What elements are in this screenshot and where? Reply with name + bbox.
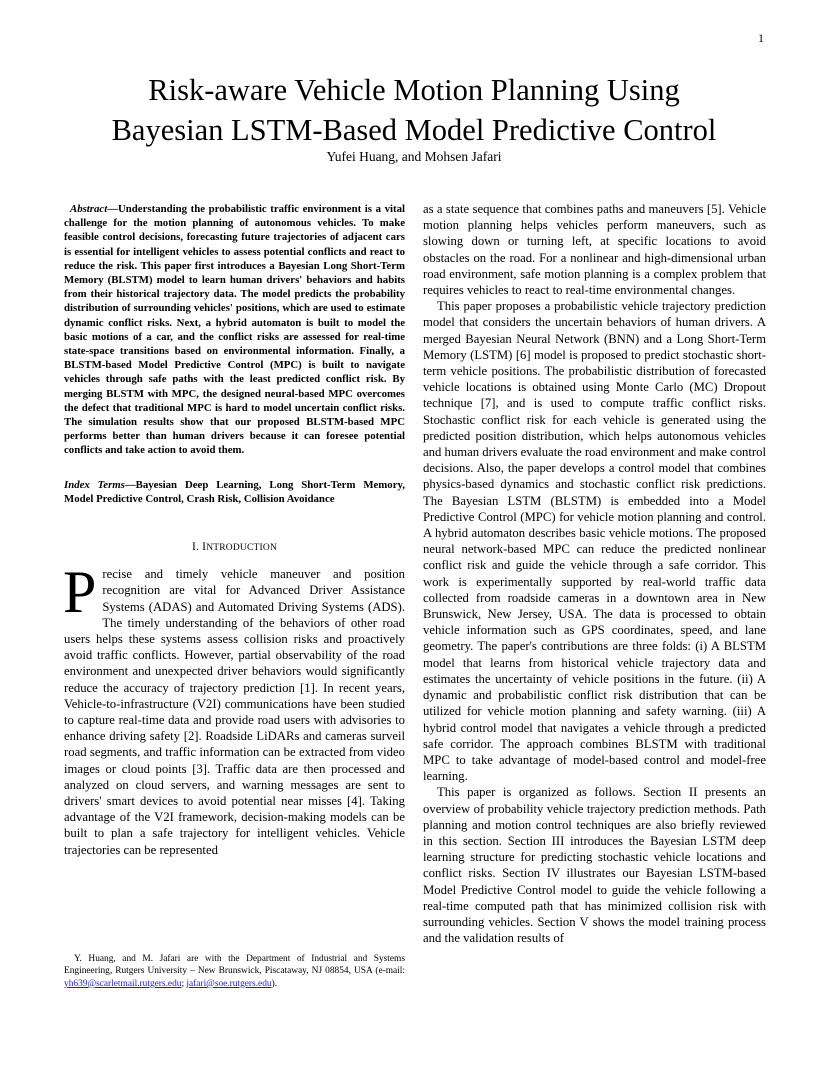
section-number: I. I	[191, 541, 207, 554]
index-terms-dash: —	[124, 478, 136, 491]
email-link-huang[interactable]: yh639@scarletmail.rutgers.edu	[64, 978, 182, 989]
intro-text: recise and timely vehicle maneuver and position recognition are vital for Advanced Driver Assistance Systems (ADAS) and Automated Driving Systems (ADS). The timely understanding of the behaviors of other road users helps these systems assess collision risks and proactively avoid traffic conflicts. However, partial observability of the road environment and unexpected driver behaviors would significantly reduce the accuracy of trajectory prediction [1]. In recent years, Vehicle-to-infrastructure (V2I) communications have been studied to capture real-time data and provide road users with advisories to enhance driving safety [2]. Roadside LiDARs and cameras surveil road segments, and traffic information can be extracted from video images or cloud points [3]. Traffic data are then processed and analyzed on cloud servers, and warning messages are sent to drivers' smart devices to avoid potential near misses [4]. Taking advantage of the V2I framework, decision-making models can be built to plan a safe trajectory for intelligent vehicles. Vehicle trajectories can be represented	[64, 567, 405, 857]
index-terms-text: Bayesian Deep Learning, Long Short-Term Memory, Model Predictive Control, Crash Risk, Collision Avoidance	[64, 478, 405, 505]
index-terms-label: Index Terms	[64, 478, 125, 491]
right-paragraph-2: This paper proposes a probabilistic vehicle trajectory prediction model that considers the uncertain behaviors of human drivers. A merged Bayesian Neural Network (BNN) and a Long Short-Term Memory (LSTM) [6] model is proposed to predict stochastic short-term vehicle positions. The probabilistic distribution of forecasted vehicle locations is obtained using Monte Carlo (MC) Dropout technique [7], and is used to compute traffic conflict risks. Stochastic conflict risk for each vehicle is generated using the predicted position distribution, which helps autonomous vehicles and human drivers evaluate the road environment and make control decisions. Also, the paper develops a control model that combines physics-based dynamics and stochastic conflict risk predictions. The Bayesian LSTM (BLSTM) is embedded into a Model Predictive Control (MPC) for vehicle motion planning and control. A hybrid automaton describes basic vehicle motions. The proposed neural network-based MPC can reduce the predicted nonlinear conflict risk and guide the vehicle through a safe corridor. This work is experimentally supported by real-world traffic data collected from roadside cameras in a downtown area in New Brunswick, New Jersey, USA. The data is processed to obtain vehicle information such as GPS coordinates, speed, and lane geometry. The paper's contributions are three folds: (i) A BLSTM model that learns from historical vehicle trajectory data and estimates the uncertainty of vehicle positions in the future. (ii) A dynamic and probabilistic conflict risk distribution that can be utilized for vehicle motion planning and safety warning. (iii) A hybrid control model that navigates a vehicle through a predicted safe corridor. The approach combines BLSTM with traditional MPC to take advantage of model-based control and model-free learning.	[423, 299, 766, 784]
paper-title	[40, 70, 788, 150]
footnote-text: Y. Huang, and M. Jafari are with the Department of Industrial and Systems Engineering, Rutgers University – New Brunswick, Piscataway, NJ 08854, USA (e-mail:	[64, 954, 405, 977]
title-line-2: Bayesian LSTM-Based Model Predictive Control	[111, 113, 717, 147]
drop-cap: P	[63, 559, 97, 626]
footnote-separator: ;	[181, 978, 187, 989]
index-terms	[64, 478, 405, 506]
authors: Yufei Huang, and Mohsen Jafari	[326, 149, 502, 164]
section-name: NTRODUCTION	[206, 543, 278, 554]
abstract-label: Abstract	[70, 203, 108, 215]
footnote-end: ).	[271, 978, 278, 989]
email-link-jafari[interactable]: jafari@soe.rutgers.edu	[186, 978, 272, 989]
left-column	[64, 202, 405, 858]
abstract-dash: —	[107, 203, 118, 215]
intro-paragraph	[63, 559, 405, 858]
abstract-text: Understanding the probabilistic traffic environment is a vital challenge for the motion planning of autonomous vehicles. To make feasible control decisions, forecasting future trajectories of adjacent cars is essential for intelligent vehicles to assess potential conflicts and react to reduce the risk. This paper first introduces a Bayesian Long Short-Term Memory (BLSTM) model to learn human drivers' behaviors and habits from their historical trajectory data. The model predicts the probability distribution of surrounding vehicles' positions, which are used to estimate dynamic conflict risks. Next, a hybrid automaton is built to model the basic motions of a car, and the conflict risks are assessed for real-time state-space transitions based on environmental information. Finally, a BLSTM-based Model Predictive Control (MPC) is built to navigate vehicles through safe paths with the least predicted conflict risk. By merging BLSTM with MPC, the designed neural-based MPC overcomes the defect that traditional MPC is hard to model uncertain conflict risks. The simulation results show that our proposed BLSTM-based MPC performs better than human drivers because it can foresee potential conflicts and take action to avoid them.	[64, 203, 405, 457]
title-line-1: Risk-aware Vehicle Motion Planning Using	[148, 73, 680, 107]
right-paragraph-3: This paper is organized as follows. Section II presents an overview of probability vehicle trajectory prediction methods. Path planning and motion control techniques are also briefly reviewed in this section. Section III introduces the Bayesian LSTM deep learning structure for predicting stochastic vehicle locations and conflict risks. Section IV illustrates our Bayesian LSTM-based Model Predictive Control model to guide the vehicle following a real-time computed path that has minimized collision risk with surrounding vehicles. Section V shows the model training process and the validation results of	[423, 785, 766, 946]
right-paragraph-1: as a state sequence that combines paths and maneuvers [5]. Vehicle motion planning helps vehicles perform maneuvers, such as slowing down or turning left, at specific locations to avoid obstacles on the road. For a nonlinear and high-dimensional urban road environment, safe motion planning is a complex problem that requires vehicles to react to real-time environmental changes.	[423, 202, 766, 298]
author-footnote	[64, 953, 405, 990]
right-column	[423, 201, 766, 946]
section-heading-introduction	[64, 539, 405, 556]
page-number: 1	[758, 31, 764, 45]
abstract	[64, 202, 405, 458]
